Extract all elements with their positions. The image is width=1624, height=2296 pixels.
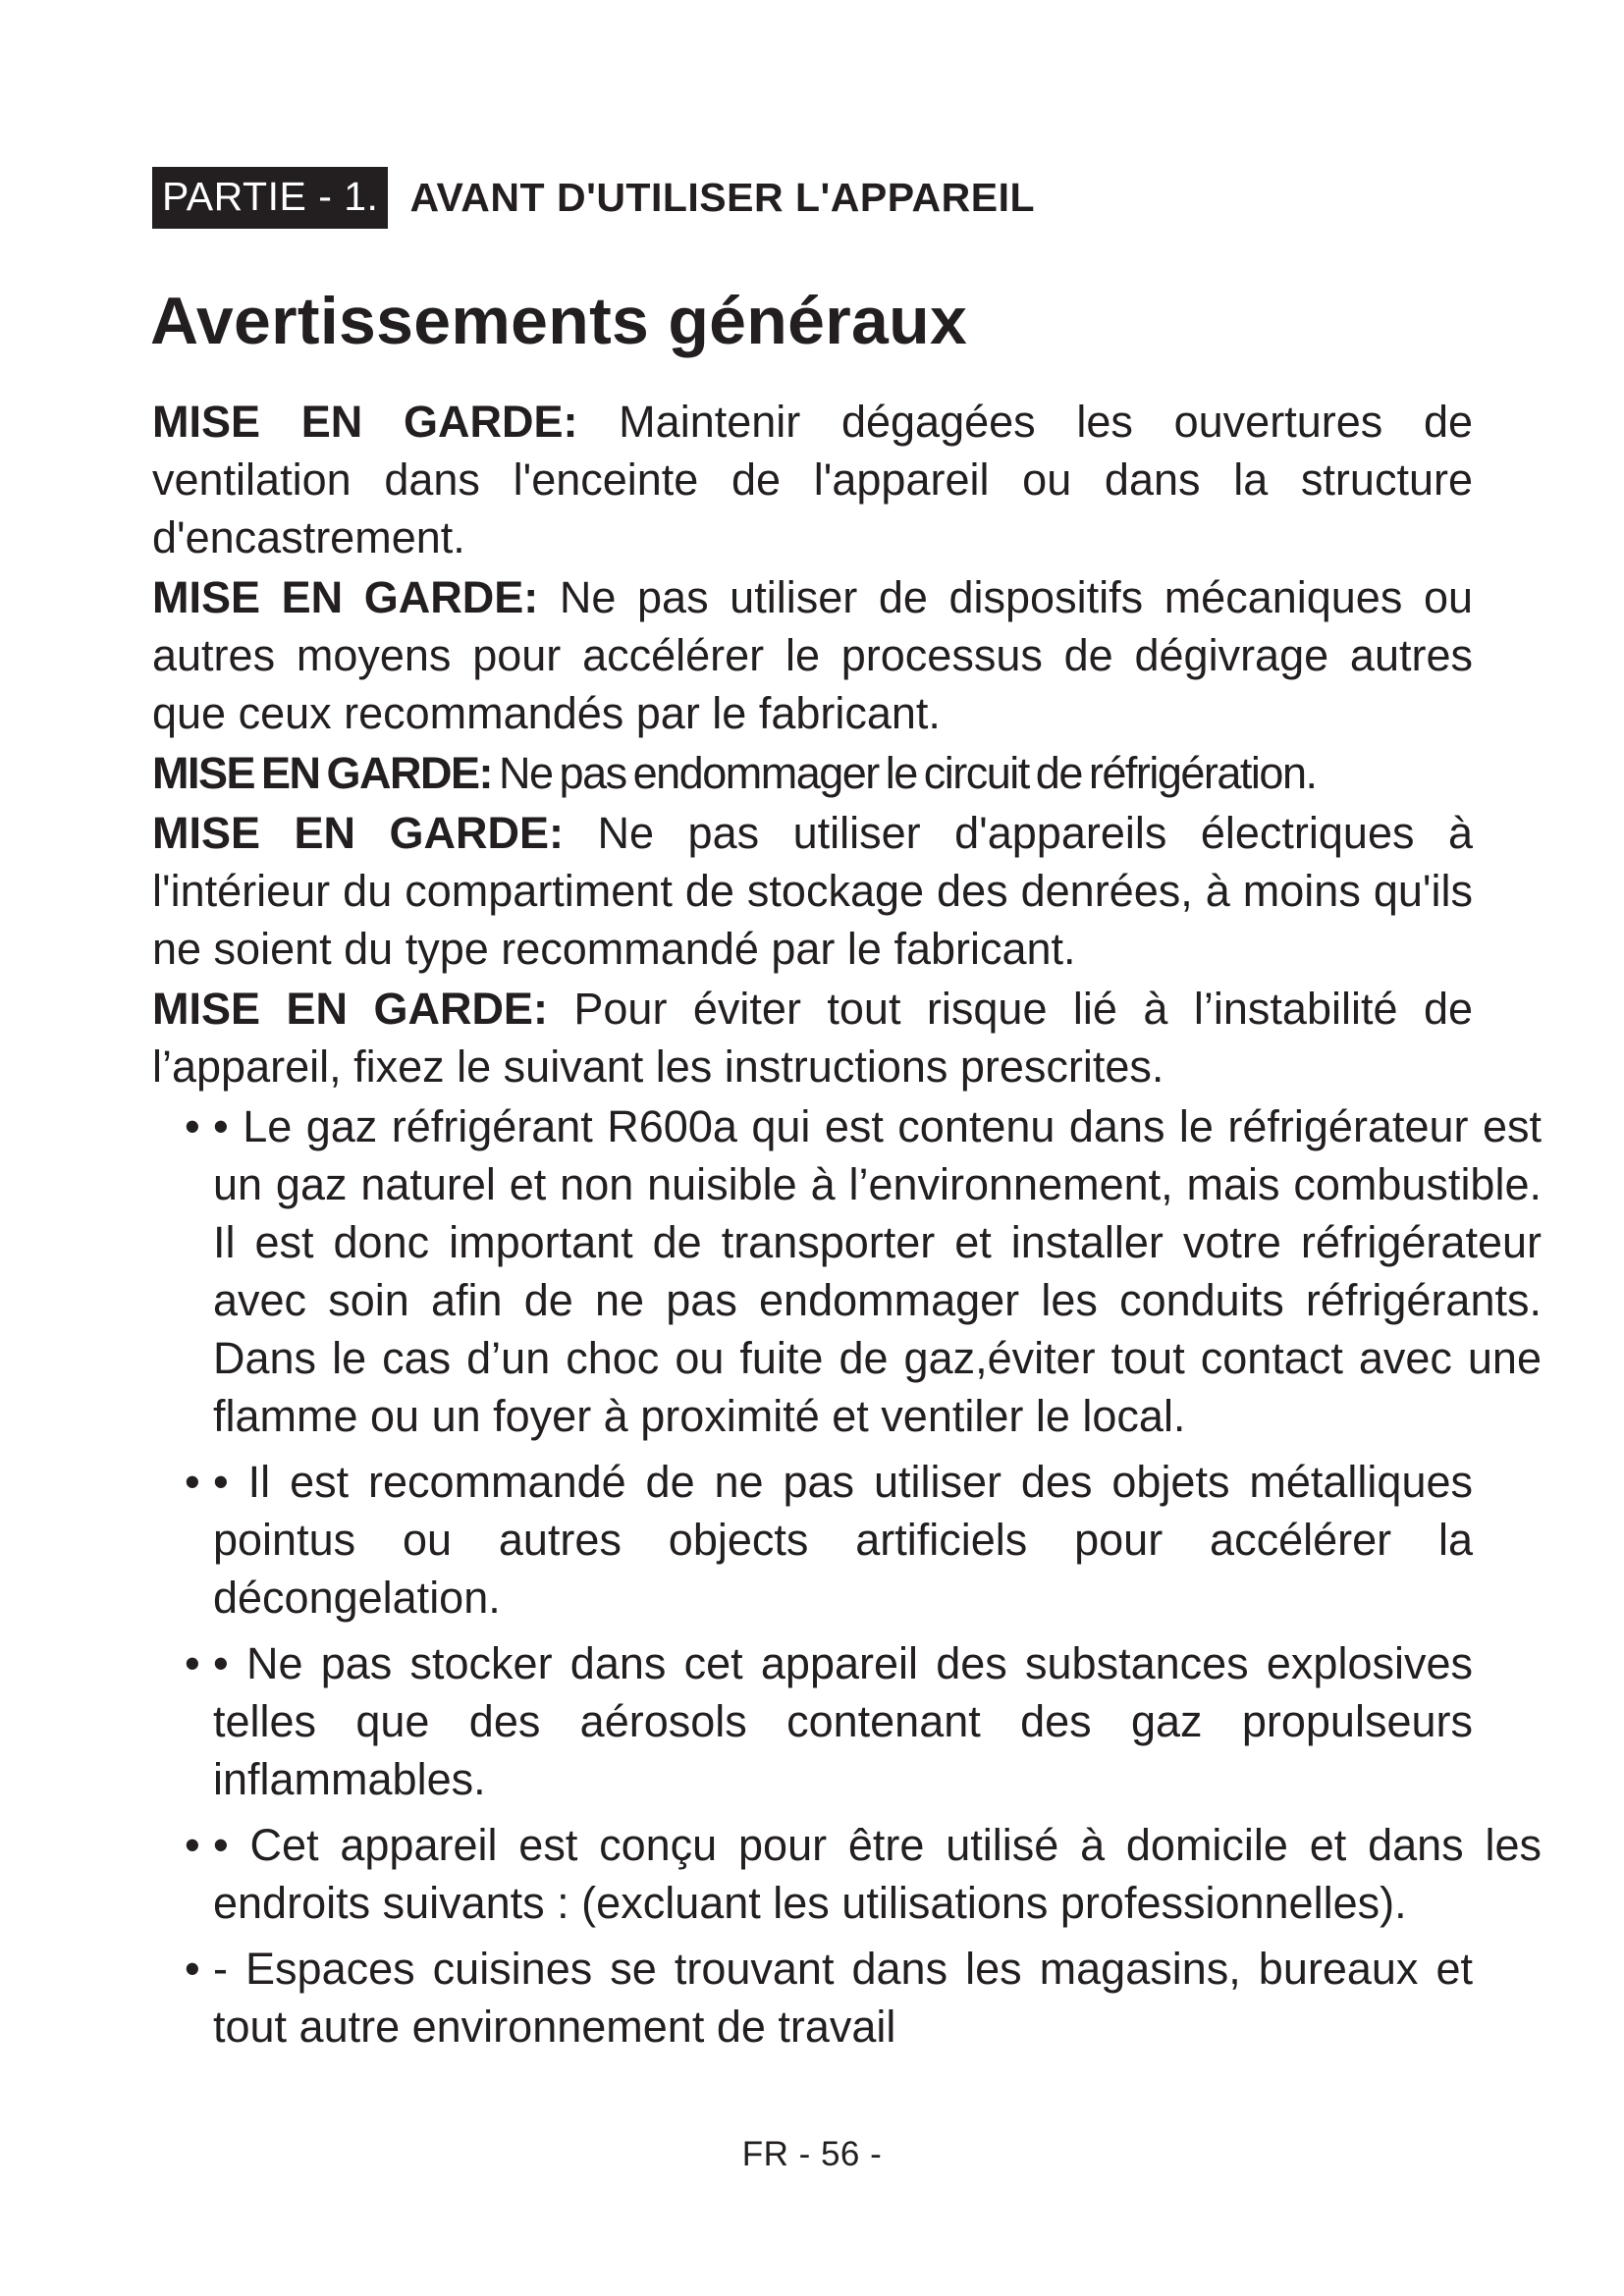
bullet-text: • Ne pas stocker dans cet appareil des substances explosives telles que des aérosols contenant des gaz propulseurs inflammables.: [213, 1638, 1473, 1804]
part-badge: PARTIE - 1.: [152, 167, 388, 229]
section-title: Avertissements généraux: [150, 284, 968, 358]
bullet-text: • Il est recommandé de ne pas utiliser des objets métalliques pointus ou autres objects artificiels pour accélérer la décongelation.: [213, 1457, 1473, 1623]
bullet-marker: •: [185, 1101, 200, 1151]
warning-label: MISE EN GARDE:: [152, 572, 539, 622]
bullet-marker: •: [185, 1638, 200, 1688]
bullet-marker: •: [185, 1820, 200, 1870]
part-header: [152, 167, 1035, 229]
bullet-marker: •: [185, 1944, 200, 1994]
bullet-item: [152, 1097, 1542, 1445]
warning-label: MISE EN GARDE:: [152, 397, 578, 447]
bullet-item: [152, 1453, 1473, 1627]
bullet-text: • Le gaz réfrigérant R600a qui est contenu dans le réfrigérateur est un gaz naturel et non nuisible à l’environnement, mais combustible. Il est donc important de transporter et installer votre réfrigérateur avec soin afin de ne pas endommager les conduits réfrigérants. Dans le cas d’un choc ou fuite de gaz,éviter tout contact avec une flamme ou un foyer à proximité et ventiler le local.: [213, 1101, 1542, 1441]
bullet-item: [152, 1634, 1473, 1808]
part-title: AVANT D'UTILISER L'APPAREIL: [409, 175, 1036, 220]
warning-paragraph: [152, 980, 1473, 1095]
warning-paragraph: [152, 744, 1473, 802]
warning-text: Ne pas utiliser de dispositifs mécaniques ou autres moyens pour accélérer le processus de dégivrage autres que ceux recommandés par le fabricant.: [152, 572, 1474, 738]
document-body: [152, 393, 1542, 2063]
bullet-text: • Cet appareil est conçu pour être utilisé à domicile et dans les endroits suivants : (excluant les utilisations professionnelles).: [213, 1820, 1542, 1928]
warning-paragraph: [152, 393, 1473, 566]
bullet-text: - Espaces cuisines se trouvant dans les magasins, bureaux et tout autre environnement de travail: [213, 1944, 1473, 2052]
warning-label: MISE EN GARDE:: [152, 748, 493, 798]
warning-text: Maintenir dégagées les ouvertures de ventilation dans l'enceinte de l'appareil ou dans la structure d'encastrement.: [152, 397, 1474, 562]
warning-paragraph: [152, 804, 1473, 978]
warning-text: Ne pas utiliser d'appareils électriques à l'intérieur du compartiment de stockage des denrées, à moins qu'ils ne soient du type recommandé par le fabricant.: [152, 808, 1473, 974]
bullet-item: [152, 1940, 1473, 2056]
bullet-marker: •: [185, 1457, 200, 1507]
warning-label: MISE EN GARDE:: [152, 984, 548, 1034]
bullet-list: [152, 1097, 1542, 2056]
page-number: FR - 56 -: [741, 2135, 883, 2173]
warning-text: Ne pas endommager le circuit de réfrigération.: [492, 748, 1317, 798]
warning-label: MISE EN GARDE:: [152, 808, 565, 858]
bullet-item: [152, 1816, 1542, 1932]
warning-text: Pour éviter tout risque lié à l’instabilité de l’appareil, fixez le suivant les instructions prescrites.: [152, 984, 1473, 1092]
warning-paragraph: [152, 568, 1473, 742]
